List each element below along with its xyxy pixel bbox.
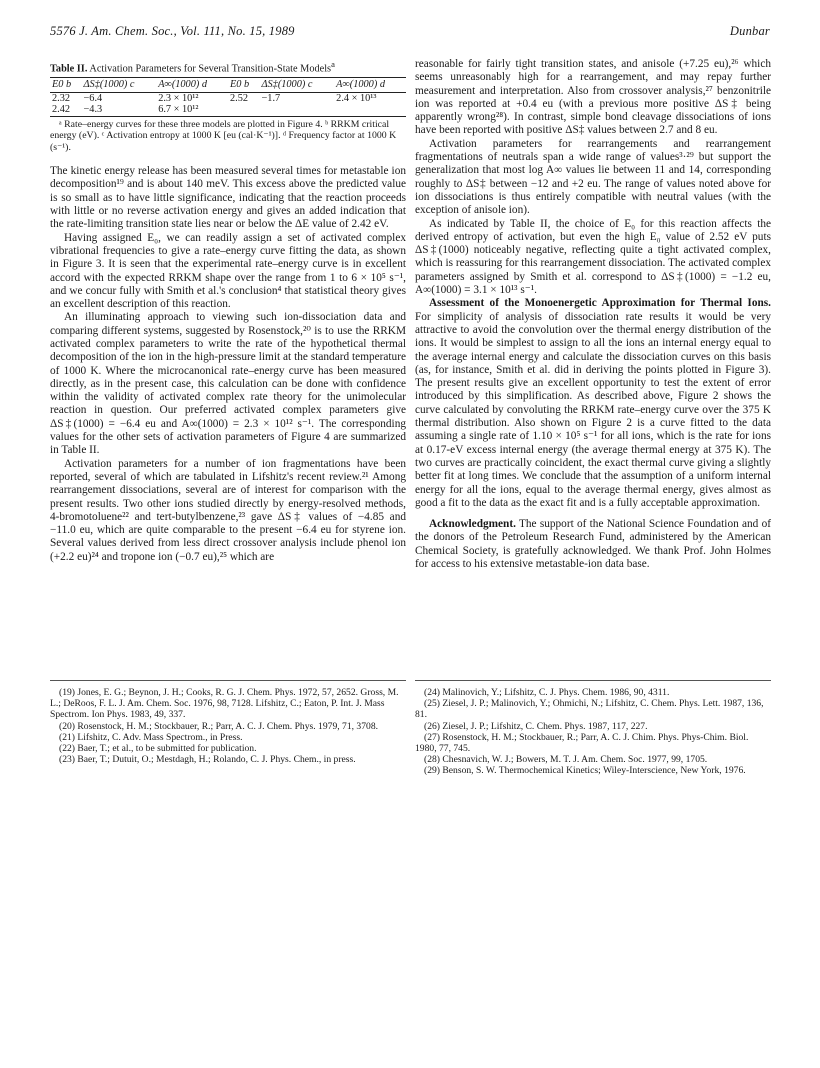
table-label: Table II. — [50, 63, 88, 75]
author-name: Dunbar — [729, 24, 770, 38]
reference-item: (24) Malinovich, Y.; Lifshitz, C. J. Phys. Chem. 1986, 90, 4311. — [424, 687, 670, 698]
table-cell — [334, 104, 406, 116]
reference-item: (26) Ziesel, J. P.; Lifshitz, C. Chem. Phys. 1987, 117, 227. — [424, 720, 648, 732]
table-block — [50, 58, 406, 153]
acknowledgment-paragraph — [415, 518, 771, 571]
reference-item: (21) Lifshitz, C. Adv. Mass Spectrom., in Press. — [59, 731, 243, 743]
body-paragraph: Activation parameters for a number of ion fragmentations have been reported, several of which are tabulated in Lifshitz's recent review.²¹ Among rearrangement dissociations, several are of interest for comparison with the present results. Two other ions studied directly by energy-resolved methods, 4-bromotoluene²² and tert-butylbenzene,²³ gave ΔS‡ values of −4.85 and −11.0 eu, which are quite comparable to the present −6.4 eu for styrene ion. Several values derived from less direct crossover analysis include phenol ion (+2.2 eu)²⁴ and tropone ion (−0.7 eu),²⁵ which are — [50, 457, 406, 563]
reference-item: (28) Chesnavich, W. J.; Bowers, M. T. J. Am. Chem. Soc. 1977, 99, 1705. — [424, 754, 708, 766]
body-paragraph: An illuminating approach to viewing such ion-dissociation data and comparing different systems, suggested by Rosenstock,²⁰ is to use the RRKM activated complex parameters to write the rate of the hypothetical thermal decomposition of the ion in the high-pressure limit at the standard temperature of 1000 K. Where the microcanonical rate–energy curve has been measured directly, as in the present case, this calculation can be done with confidence within the validity of activated complex rate theory for the unimolecular reaction in question. Our preferred activated complex parameters give ΔS‡(1000) = −6.4 eu and A∞(1000) = 2.3 × 10¹² s⁻¹. The corresponding values for the other sets of activation parameters of Figure 4 are summarized in Table II. — [50, 311, 406, 457]
table-cell: 2.42 — [52, 104, 71, 116]
reference-item: (29) Benson, S. W. Thermochemical Kinetics; Wiley-Interscience, New York, 1976. — [424, 765, 746, 777]
table-cell: −4.3 — [83, 104, 103, 116]
reference-item: (22) Baer, T.; et al., to be submitted for publication. — [59, 743, 257, 755]
table-cell: −6.4 — [83, 92, 103, 104]
table-title: Activation Parameters for Several Transition-State Models — [89, 63, 332, 75]
body-paragraph: Activation parameters for rearrangements and rearrangement fragmentations of neutrals span a wide range of values³·²⁹ but support the generalization that most log A∞ values lie between 11 and 14, corresponding roughly to ΔS‡ between −12 and +2 eu. The range of values noted above for ion dissociations is thus entirely compatible with neutral values (with the exception of anisole ion). — [415, 137, 771, 217]
table-footnote: ᵃ Rate–energy curves for these three models are plotted in Figure 4. ᵇ RRKM critical energy (eV). ᶜ Activation entropy at 1000 K [eu (cal·K⁻¹)]. ᵈ Frequency factor at 1000 K (s⁻¹). — [50, 118, 397, 153]
table-header-cell: E0 b — [50, 78, 82, 93]
table-cell: 2.3 × 10¹² — [158, 92, 199, 104]
table-row — [50, 104, 406, 116]
references-right — [415, 680, 771, 777]
reference-item: (27) Rosenstock, H. M.; Stockbauer, R.; Parr, A. C. J. Chim. Phys. Phys-Chim. Biol. 1980, 77, 745. — [415, 731, 749, 755]
table-cell — [228, 104, 260, 116]
table-footnotes — [50, 119, 406, 153]
acknowledgment-text: The support of the National Science Foundation and of the donors of the Petroleum Research Fund, administered by the American Chemical Society, is gratefully acknowledged. We thank Prof. John Holmes for access to his extensive metastable-ion data base. — [415, 518, 771, 570]
body-paragraph: reasonable for fairly tight transition states, and anisole (+7.25 eu),²⁶ which seems unreasonably high for a rearrangement, and may repay further measurement and interpretation. Also from crossover analysis,²⁷ benzonitrile ion was reported at +0.4 eu (with a previous more positive ΔS‡ being apparently wrong²⁸). In contrast, simple bond cleavage dissociations of ions have been reported with positive ΔS‡ values between 2.7 and 8 eu. — [415, 58, 771, 137]
table-header-cell: ΔS‡(1000) c — [259, 78, 334, 93]
reference-item: (20) Rosenstock, H. M.; Stockbauer, R.; Parr, A. C. J. Chem. Phys. 1979, 71, 3708. — [59, 720, 379, 732]
right-column — [415, 58, 771, 571]
table-caption — [50, 58, 406, 75]
reference-item: (25) Ziesel, J. P.; Malinovich, Y.; Ohmichi, N.; Lifshitz, C. Chem. Phys. Lett. 1987, 136, 81. — [415, 698, 764, 721]
table-header-cell: ΔS‡(1000) c — [82, 78, 157, 93]
table-header-cell: E0 b — [228, 78, 260, 93]
footnote-rule — [50, 680, 406, 681]
table-header-cell: A∞(1000) d — [334, 78, 406, 93]
body-paragraph: The kinetic energy release has been measured several times for metastable ion decomposition¹⁹ and is about 140 meV. This excess above the predicted value is so small as to have little significance, indicating that the reaction proceeds with little or no reverse activation energy and gives an added indication that the rate-limiting transition state lies near or below the ΔE value of 2.42 eV. — [50, 165, 406, 231]
table-caption-mark: a — [331, 59, 335, 69]
body-paragraph: As indicated by Table II, the choice of E₀ for this reaction affects the derived entropy of activation, but even the high E₀ value of 2.52 eV puts ΔS‡(1000) noticeably negative, reflecting quite a tight activated complex, which is reassuring for this rearrangement dissociation. The activated complex parameters assigned by Smith et al. correspond to ΔS‡(1000) = −1.2 eu, A∞(1000) = 3.1 × 10¹³ s⁻¹. — [415, 217, 771, 297]
running-header — [50, 24, 770, 42]
table-cell — [259, 104, 334, 116]
table-cell: 2.32 — [52, 92, 71, 104]
reference-item: (19) Jones, E. G.; Beynon, J. H.; Cooks, R. G. J. Chem. Phys. 1972, 57, 2652. Gross, M. L.; DeRoos, F. L. J. Am. Chem. Soc. 1976, 98, 7128. Lifshitz, C.; Eaton, P. Int. J. Mass Spectrom. Ion Phys. 1983, 49, 337. — [50, 687, 399, 721]
assessment-paragraph — [415, 297, 771, 510]
acknowledgment-heading: Acknowledgment. — [429, 518, 516, 531]
references-left — [50, 680, 406, 765]
table-cell: 2.52 — [229, 92, 249, 104]
table-cell: 6.7 × 10¹² — [158, 104, 199, 116]
reference-item: (23) Baer, T.; Dutuit, O.; Mestdagh, H.; Rolando, C. J. Phys. Chem., in press. — [59, 754, 356, 766]
body-paragraph: Having assigned E₀, we can readily assign a set of activated complex vibrational frequencies to give a rate–energy curve fitting the data, as shown in Figure 3. It is seen that the experimental rate–energy curve is in excellent accord with the expected RRKM shape over the range from 1 to 6 × 10⁵ s⁻¹, and we concur fully with Smith et al.'s conclusion⁴ that statistical theory gives an excellent description of this reaction. — [50, 231, 406, 311]
table-cell: 2.4 × 10¹³ — [336, 92, 377, 104]
table-row — [50, 92, 406, 104]
assessment-heading: Assessment of the Monoenergetic Approximation for Thermal Ions. — [429, 297, 771, 310]
footnote-rule — [415, 680, 771, 681]
table-header-row — [50, 78, 406, 93]
left-column — [50, 58, 406, 564]
table-header-cell: A∞(1000) d — [156, 78, 228, 93]
assessment-text: For simplicity of analysis of dissociation rate results it would be very attractive to avoid the convolution over the thermal energy distribution of the ions. It would be simplest to assign to all the ions an internal energy equal to the average internal energy and calculate the dissociation curves on this basis (as, for instance, Smith et al. did in deriving the points plotted in Figure 3). The present results give an excellent opportunity to test the extent of error introduced by this simplification. As described above, Figure 2 shows the curve calculated by convoluting the RRKM rate–energy curve over the 375 K thermal distribution. Also shown on Figure 2 is a curve fitted to the data assuming a single rate of 1.10 × 10⁵ s⁻¹ for all ions, which is the rate for ions at 0.17-eV excess internal energy (the average thermal energy at 375 K). The two curves are practically coincident, the exact thermal curve giving a slightly better fit at long times. We conclude that the assumption of a uniform internal energy for all the ions, equal to the average thermal energy, gives almost as good a fit to the data as the exact fit and is a fully acceptable approximation. — [415, 310, 771, 509]
table-cell: −1.7 — [261, 92, 281, 104]
parameters-table — [50, 77, 406, 117]
journal-citation: 5576 J. Am. Chem. Soc., Vol. 111, No. 15, 1989 — [50, 24, 295, 38]
